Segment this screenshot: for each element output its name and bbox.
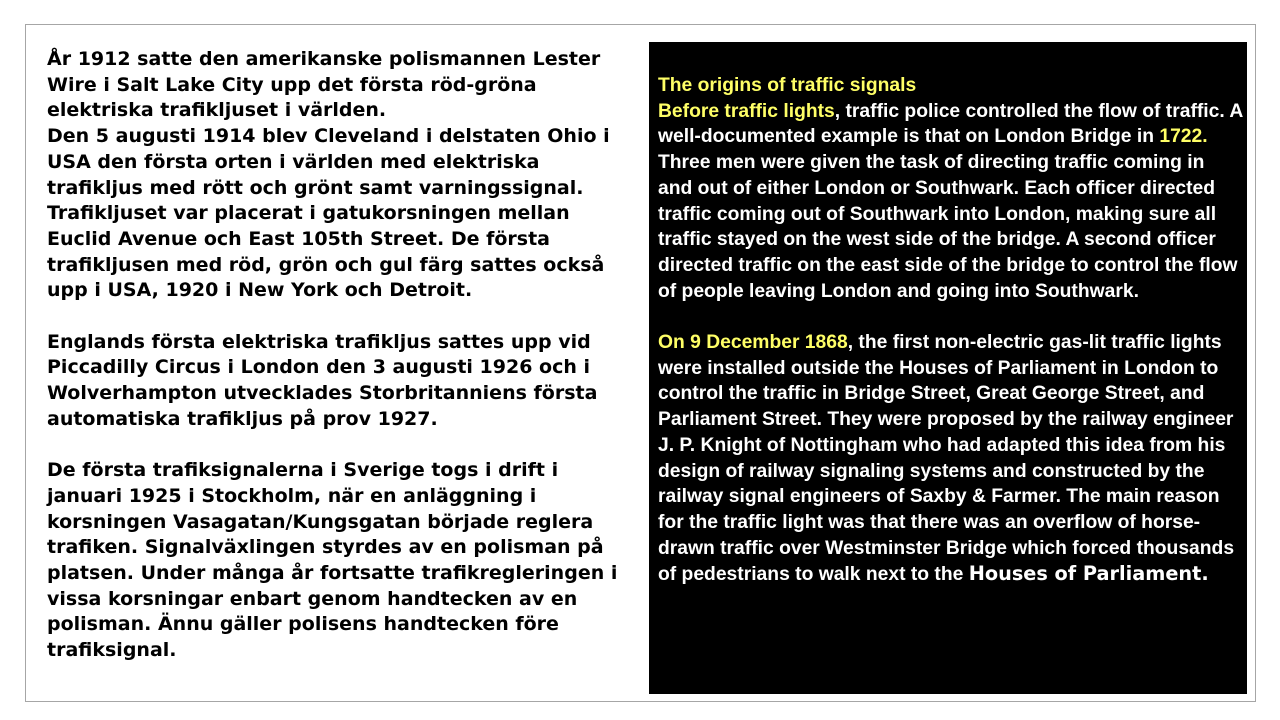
slide [25,24,1256,702]
paragraph-london-bridge [658,99,1243,305]
paragraph-england: Englands första elektriska trafikljus sattes upp vid Piccadilly Circus i London den 3 augusti 1926 och i Wolverhampton utvecklades Storbritanniens första automatiska trafikljus på prov 1927. [47,330,598,430]
paragraph-1914: Den 5 augusti 1914 blev Cleveland i delstaten Ohio i USA den första orten i världen med elektriska trafikljus med rött och grönt samt varningssignal. Trafikljuset var placerat i gatukorsningen mellan Euclid Avenue och East 105th Street. De första trafikljusen med röd, grön och gul färg sattes också upp i USA, 1920 i New York och Detroit. [47,125,610,302]
text-segment: Three men were given the task of directing traffic coming in and out of either London or Southwark. Each officer directed traffic coming out of Southwark into London, making sure all traffic stayed on the west side of the bridge. A second officer directed traffic on the east side of the bridge to control the flow of people leaving London and going into Southwark. [658,152,1238,302]
lead-highlight: Before traffic lights [658,100,835,122]
paragraph-1912: År 1912 satte den amerikanske polismannen Lester Wire i Salt Lake City upp det första röd-gröna elektriska trafikljuset i världen. [47,48,601,122]
paragraph-gap [47,433,637,459]
paragraph-gap [47,304,637,330]
text-segment: , traffic police controlled the flow of traffic. A well-documented example is that on London Bridge in [658,100,1243,148]
english-text-body [658,73,1243,588]
paragraph-gas-lit [658,330,1243,588]
paragraph-gap [658,304,1243,330]
houses-of-parliament-emphasis: Houses of Parliament. [968,562,1209,586]
text-segment: , the first non-electric gas-lit traffic lights were installed outside the Houses of Parliament in London to control the traffic in Bridge Street, Great George Street, and Parliament Street. They were proposed by the railway engineer J. P. Knight of Nottingham who had adapted this idea from his design of railway signaling systems and constructed by the railway signal engineers of Saxby & Farmer. The main reason for the traffic light was that there was an overflow of horse-drawn traffic over Westminster Bridge which forced thousands of pedestrians to walk next to the [658,332,1235,586]
panel-heading: The origins of traffic signals [658,75,917,96]
date-highlight: On 9 December 1868 [658,332,848,354]
year-highlight: 1722. [1159,126,1208,148]
paragraph-sweden: De första trafiksignalerna i Sverige togs i drift i januari 1925 i Stockholm, när en anläggning i korsningen Vasagatan/Kungsgatan började reglera trafiken. Signalväxlingen styrdes av en polisman på platsen. Under många år fortsatte trafikregleringen i vissa korsningar enbart genom handtecken av en polisman. Ännu gäller polisens handtecken före trafiksignal. [47,459,618,662]
swedish-text-column [47,47,637,664]
english-text-panel [649,42,1247,694]
